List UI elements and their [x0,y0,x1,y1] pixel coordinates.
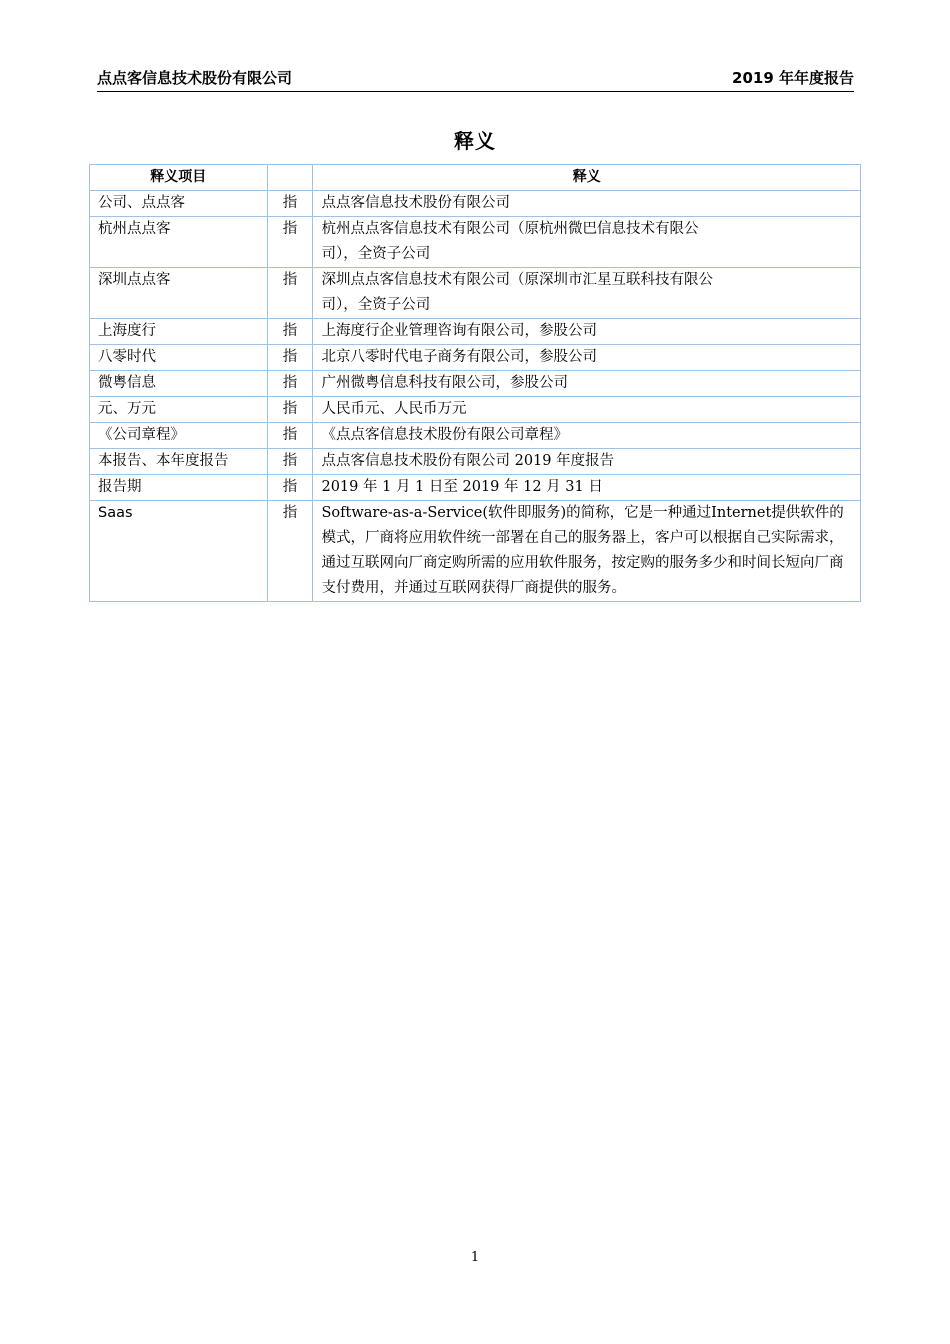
refer-cell: 指 [267,345,313,371]
table-row [90,371,861,397]
page-title: 释义 [454,129,496,153]
refer-cell: 指 [267,191,313,217]
term-cell: 深圳点点客 [90,268,268,319]
meaning-cell: 人民币元、人民币万元 [313,397,861,423]
meaning-text: 杭州点点客信息技术有限公司（原杭州微巴信息技术有限公司），全资子公司 [321,221,699,262]
header-item: 释义项目 [90,165,268,191]
refer-cell: 指 [267,449,313,475]
meaning-text: 深圳点点客信息技术有限公司（原深圳市汇星互联科技有限公司），全资子公司 [321,272,713,313]
refer-cell: 指 [267,217,313,268]
meaning-cell: 广州微粤信息科技有限公司，参股公司 [313,371,861,397]
table-row [90,423,861,449]
term-cell: 本报告、本年度报告 [90,449,268,475]
table-header-row [90,165,861,191]
term-cell: 公司、点点客 [90,191,268,217]
header-meaning: 释义 [313,165,861,191]
term-cell: 元、万元 [90,397,268,423]
refer-cell: 指 [267,319,313,345]
refer-cell: 指 [267,268,313,319]
table-row [90,475,861,501]
meaning-cell: 上海度行企业管理咨询有限公司，参股公司 [313,319,861,345]
refer-cell: 指 [267,423,313,449]
refer-cell: 指 [267,475,313,501]
term-cell: 《公司章程》 [90,423,268,449]
term-cell: 上海度行 [90,319,268,345]
meaning-cell: 北京八零时代电子商务有限公司，参股公司 [313,345,861,371]
header-refer [267,165,313,191]
refer-cell: 指 [267,501,313,602]
term-cell: Saas [90,501,268,602]
meaning-cell: 点点客信息技术股份有限公司 [313,191,861,217]
term-cell: 八零时代 [90,345,268,371]
header-company-name: 点点客信息技术股份有限公司 [97,69,293,87]
table-row [90,501,861,602]
table-row [90,397,861,423]
meaning-cell [313,268,861,319]
term-cell: 杭州点点客 [90,217,268,268]
page-number: 1 [470,1250,480,1265]
meaning-cell: 《点点客信息技术股份有限公司章程》 [313,423,861,449]
table-row [90,268,861,319]
refer-cell: 指 [267,397,313,423]
term-cell: 微粤信息 [90,371,268,397]
table-row [90,319,861,345]
table-row [90,449,861,475]
definitions-table [89,164,861,602]
meaning-cell: Software-as-a-Service(软件即服务)的简称，它是一种通过Internet提供软件的模式，厂商将应用软件统一部署在自己的服务器上，客户可以根据自己实际需求，通过互联网向厂商定购所需的应用软件服务，按定购的服务多少和时间长短向厂商支付费用，并通过互联网获得厂商提供的服务。 [313,501,861,602]
header-report-name: 2019 年年度报告 [732,69,854,87]
meaning-cell [313,217,861,268]
refer-cell: 指 [267,371,313,397]
page-header [97,66,854,92]
term-cell: 报告期 [90,475,268,501]
meaning-cell: 点点客信息技术股份有限公司 2019 年度报告 [313,449,861,475]
table-row [90,191,861,217]
table-row [90,345,861,371]
meaning-cell: 2019 年 1 月 1 日至 2019 年 12 月 31 日 [313,475,861,501]
table-row [90,217,861,268]
